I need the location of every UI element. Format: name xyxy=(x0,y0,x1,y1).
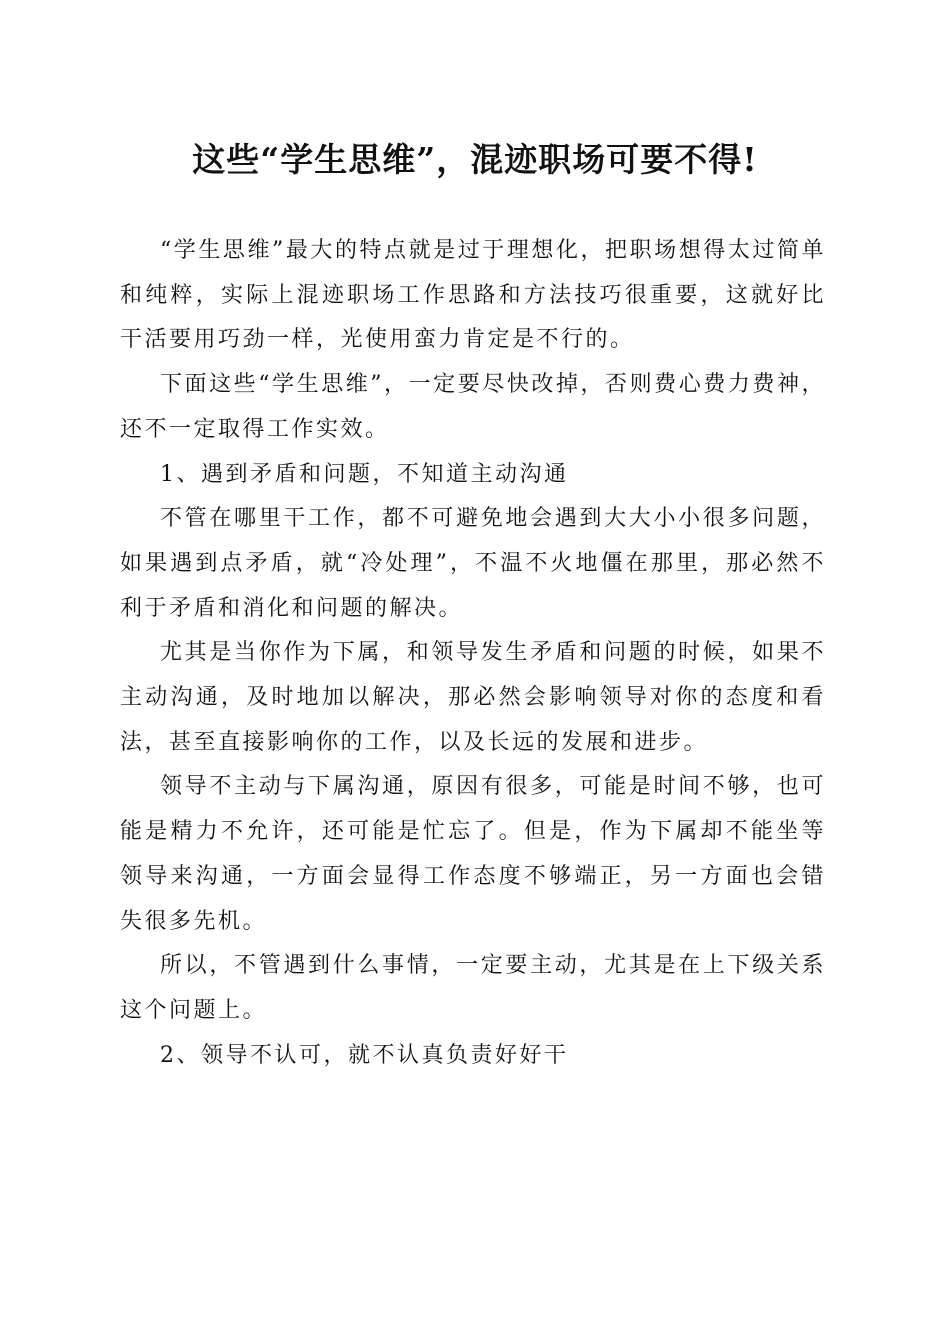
paragraph: 尤其是当你作为下属，和领导发生矛盾和问题的时候，如果不主动沟通，及时地加以解决，那必然会影响领导对你的态度和看法，甚至直接影响你的工作，以及长远的发展和进步。 xyxy=(120,640,826,755)
section-heading-1: 1、遇到矛盾和问题，不知道主动沟通 xyxy=(160,461,569,487)
paragraph: 所以，不管遇到什么事情，一定要主动，尤其是在上下级关系这个问题上。 xyxy=(120,953,826,1023)
section-heading-2: 2、领导不认可，就不认真负责好好干 xyxy=(160,1042,569,1068)
paragraph-overview: 下面这些“学生思维”，一定要尽快改掉，否则费心费力费神，还不一定取得工作实效。 xyxy=(120,372,826,442)
document-title: 这些“学生思维”，混迹职场可要不得! xyxy=(192,140,758,179)
paragraph-intro: “学生思维”最大的特点就是过于理想化，把职场想得太过简单和纯粹，实际上混迹职场工作思路和方法技巧很重要，这就好比干活要用巧劲一样，光使用蛮力肯定是不行的。 xyxy=(120,238,826,353)
document-body xyxy=(120,229,826,1078)
paragraph: 不管在哪里干工作，都不可避免地会遇到大大小小很多问题，如果遇到点矛盾，就“冷处理”，不温不火地僵在那里，那必然不利于矛盾和消化和问题的解决。 xyxy=(120,506,826,621)
paragraph: 领导不主动与下属沟通，原因有很多，可能是时间不够，也可能是精力不允许，还可能是忙忘了。但是，作为下属却不能坐等领导来沟通，一方面会显得工作态度不够端正，另一方面也会错失很多先机。 xyxy=(120,774,826,934)
